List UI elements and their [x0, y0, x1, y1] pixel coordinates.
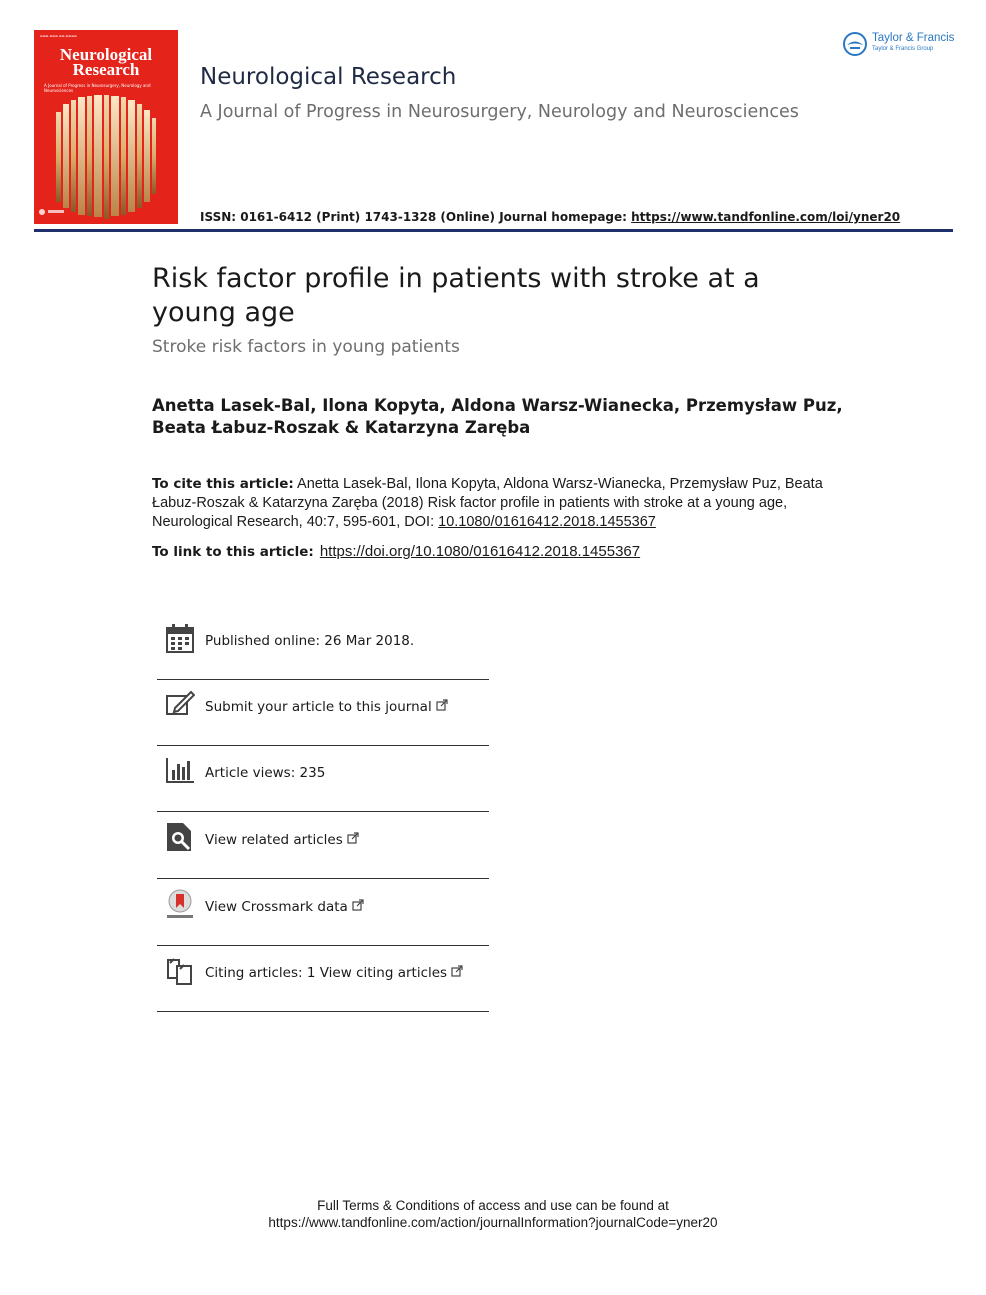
- article-link-block: [152, 543, 640, 560]
- article-views-row: [157, 746, 489, 812]
- publisher-group: Taylor & Francis Group: [872, 46, 934, 52]
- external-link-icon: [347, 832, 359, 844]
- published-online-text: Published online: 26 Mar 2018.: [205, 633, 415, 649]
- journal-title[interactable]: Neurological Research: [200, 64, 457, 90]
- external-link-icon: [352, 899, 364, 911]
- citing-articles-icon: [165, 954, 195, 986]
- related-articles-link[interactable]: [205, 832, 359, 848]
- row-divider: [157, 1011, 489, 1012]
- article-authors: Anetta Lasek-Bal, Ilona Kopyta, Aldona Warsz-Wianecka, Przemysław Puz, Beata Łabuz-Roszak & Katarzyna Zaręba: [152, 396, 843, 437]
- publisher-name: Taylor & Francis: [872, 32, 955, 44]
- edit-icon: [165, 688, 195, 720]
- published-online-row: [157, 614, 489, 680]
- citation-text: Anetta Lasek-Bal, Ilona Kopyta, Aldona Warsz-Wianecka, Przemysław Puz, Beata Łabuz-Roszak & Katarzyna Zaręba (2018) Risk factor profile in patients with stroke at a young age, Neurological Research, 40:7, 595-601, DOI:: [152, 476, 823, 530]
- cover-title-line1: Neurological: [59, 45, 153, 64]
- related-articles-label: View related articles: [205, 832, 343, 848]
- journal-cover-image: [34, 30, 178, 224]
- related-articles-row[interactable]: [157, 813, 489, 879]
- citing-articles-link[interactable]: [205, 965, 463, 981]
- crossmark-label: View Crossmark data: [205, 899, 348, 915]
- issn-text: ISSN: 0161-6412 (Print) 1743-1328 (Online) Journal homepage:: [200, 210, 632, 224]
- header-divider: [34, 229, 953, 232]
- article-views-text: Article views: 235: [205, 765, 326, 781]
- citation-label: To cite this article:: [152, 476, 294, 492]
- crossmark-row[interactable]: [157, 880, 489, 946]
- crossmark-icon: [165, 888, 195, 920]
- cover-title-line2: Research: [72, 60, 140, 79]
- cover-title: [34, 47, 178, 77]
- article-title: Risk factor profile in patients with stroke at a young age: [152, 263, 760, 328]
- citation-doi-link[interactable]: 10.1080/01616412.2018.1455367: [438, 514, 656, 530]
- issn-line: [200, 210, 900, 224]
- cover-artwork: [34, 92, 178, 224]
- article-doi-url-link[interactable]: https://doi.org/10.1080/01616412.2018.1455367: [319, 543, 641, 560]
- calendar-icon: [165, 622, 195, 654]
- row-divider: [157, 811, 489, 812]
- submit-article-link[interactable]: [205, 699, 448, 715]
- citing-articles-label: Citing articles: 1 View citing articles: [205, 965, 448, 981]
- external-link-icon: [451, 965, 463, 977]
- journal-subtitle: A Journal of Progress in Neurosurgery, Neurology and Neurosciences: [200, 102, 799, 122]
- cover-subtitle: A Journal of Progress in Neurosurgery, Neurology and Neurosciences: [44, 83, 151, 93]
- search-document-icon: [165, 821, 195, 853]
- row-divider: [157, 878, 489, 879]
- submit-article-label: Submit your article to this journal: [205, 699, 432, 715]
- citation-block: [152, 475, 832, 532]
- article-subtitle: Stroke risk factors in young patients: [152, 337, 460, 357]
- external-link-icon: [436, 699, 448, 711]
- article-link-label: To link to this article:: [152, 544, 314, 560]
- cover-issn-strip: ▬▬▬ ▬▬▬ ▬▬ ▬▬▬▬: [40, 34, 77, 38]
- journal-homepage-link[interactable]: https://www.tandfonline.com/loi/yner20: [631, 210, 901, 224]
- bar-chart-icon: [165, 754, 195, 786]
- footer-line1: Full Terms & Conditions of access and use can be found at: [317, 1198, 669, 1213]
- terms-footer: [0, 1197, 986, 1231]
- footer-terms-url[interactable]: https://www.tandfonline.com/action/journalInformation?journalCode=yner20: [268, 1215, 718, 1230]
- crossmark-link[interactable]: [205, 899, 364, 915]
- citing-articles-row[interactable]: [157, 946, 489, 1012]
- submit-article-row[interactable]: [157, 680, 489, 746]
